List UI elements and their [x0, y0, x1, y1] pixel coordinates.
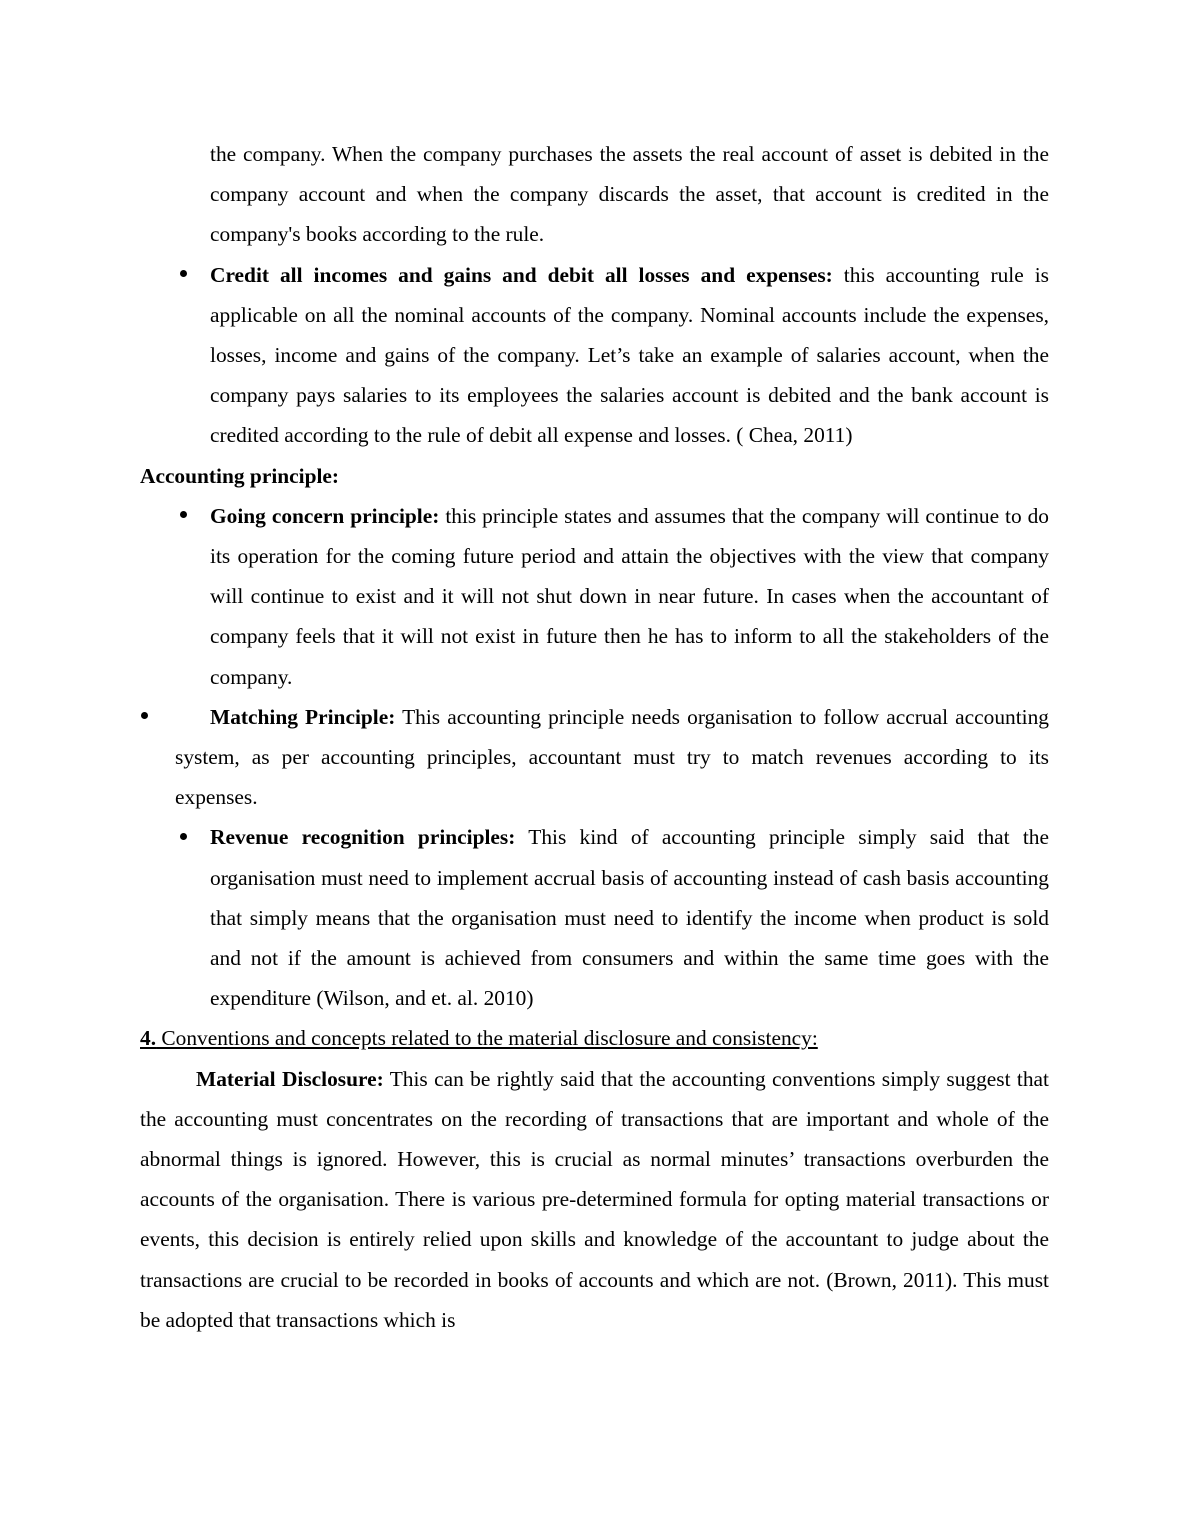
bullet-title: Going concern principle: — [210, 503, 440, 528]
bullet-icon — [173, 817, 193, 857]
list-item-going-concern — [140, 496, 1049, 697]
section-title: Conventions and concepts related to the material disclosure and consistency: — [156, 1026, 818, 1051]
paragraph-title: Material Disclosure: — [196, 1066, 384, 1091]
heading-accounting-principle: Accounting principle: — [140, 463, 340, 488]
bullet-text: This accounting principle needs organisation to follow accrual accounting system, as per accounting principles, accountant must try to match revenues according to its expenses. — [175, 704, 1049, 810]
document-body — [140, 134, 1049, 1340]
bullet-icon — [137, 697, 151, 737]
list-item-revenue-recognition — [140, 817, 1049, 1018]
section-number: 4. — [140, 1026, 157, 1051]
section-heading-4 — [140, 1018, 1049, 1058]
bullet-title: Matching Principle: — [210, 704, 396, 729]
bullet-text: this principle states and assumes that the company will continue to do its operation for the coming future period and attain the objectives with the view that company will continue to exist and it will not shut down in near future. In cases when the accountant of company feels that it will not exist in future then he has to inform to all the stakeholders of the company. — [210, 503, 1050, 689]
list-item-matching — [140, 697, 1049, 818]
bullet-icon — [173, 496, 193, 536]
list-item-nominal-accounts — [140, 255, 1049, 456]
bullet-title: Credit all incomes and gains and debit all losses and expenses: — [210, 262, 833, 287]
bullet-text: This kind of accounting principle simply said that the organisation must need to implement accrual basis of accounting instead of cash basis accounting that simply means that the organisation must need to identify the income when product is sold and not if the amount is achieved from consumers and within the same time goes with the expenditure (Wilson, and et. al. 2010) — [210, 825, 1049, 1011]
continuation-paragraph: the company. When the company purchases the assets the real account of asset is debited in the company account and when the company discards the asset, that account is credited in the company's books according to the rule. — [210, 142, 1049, 247]
bullet-text: this accounting rule is applicable on all the nominal accounts of the company. Nominal accounts include the expenses, losses, income and gains of the company. Let’s take an example of salaries account, when the company pays salaries to its employees the salaries account is debited and the bank account is credited according to the rule of debit all expense and losses. ( Chea, 2011) — [210, 262, 1049, 448]
paragraph-text: This can be rightly said that the accounting conventions simply suggest that the accounting must concentrates on the recording of transactions that are important and whole of the abnormal things is ignored. However, this is crucial as normal minutes’ transactions overburden the accounts of the organisation. There is various pre-determined formula for opting material transactions or events, this decision is entirely relied upon skills and knowledge of the accountant to judge about the transactions are crucial to be recorded in books of accounts and which are not. (Brown, 2011). This must be adopted that transactions which is — [140, 1066, 1049, 1332]
bullet-title: Revenue recognition principles: — [210, 825, 516, 850]
bullet-icon — [173, 255, 193, 295]
paragraph-material-disclosure — [140, 1059, 1049, 1340]
